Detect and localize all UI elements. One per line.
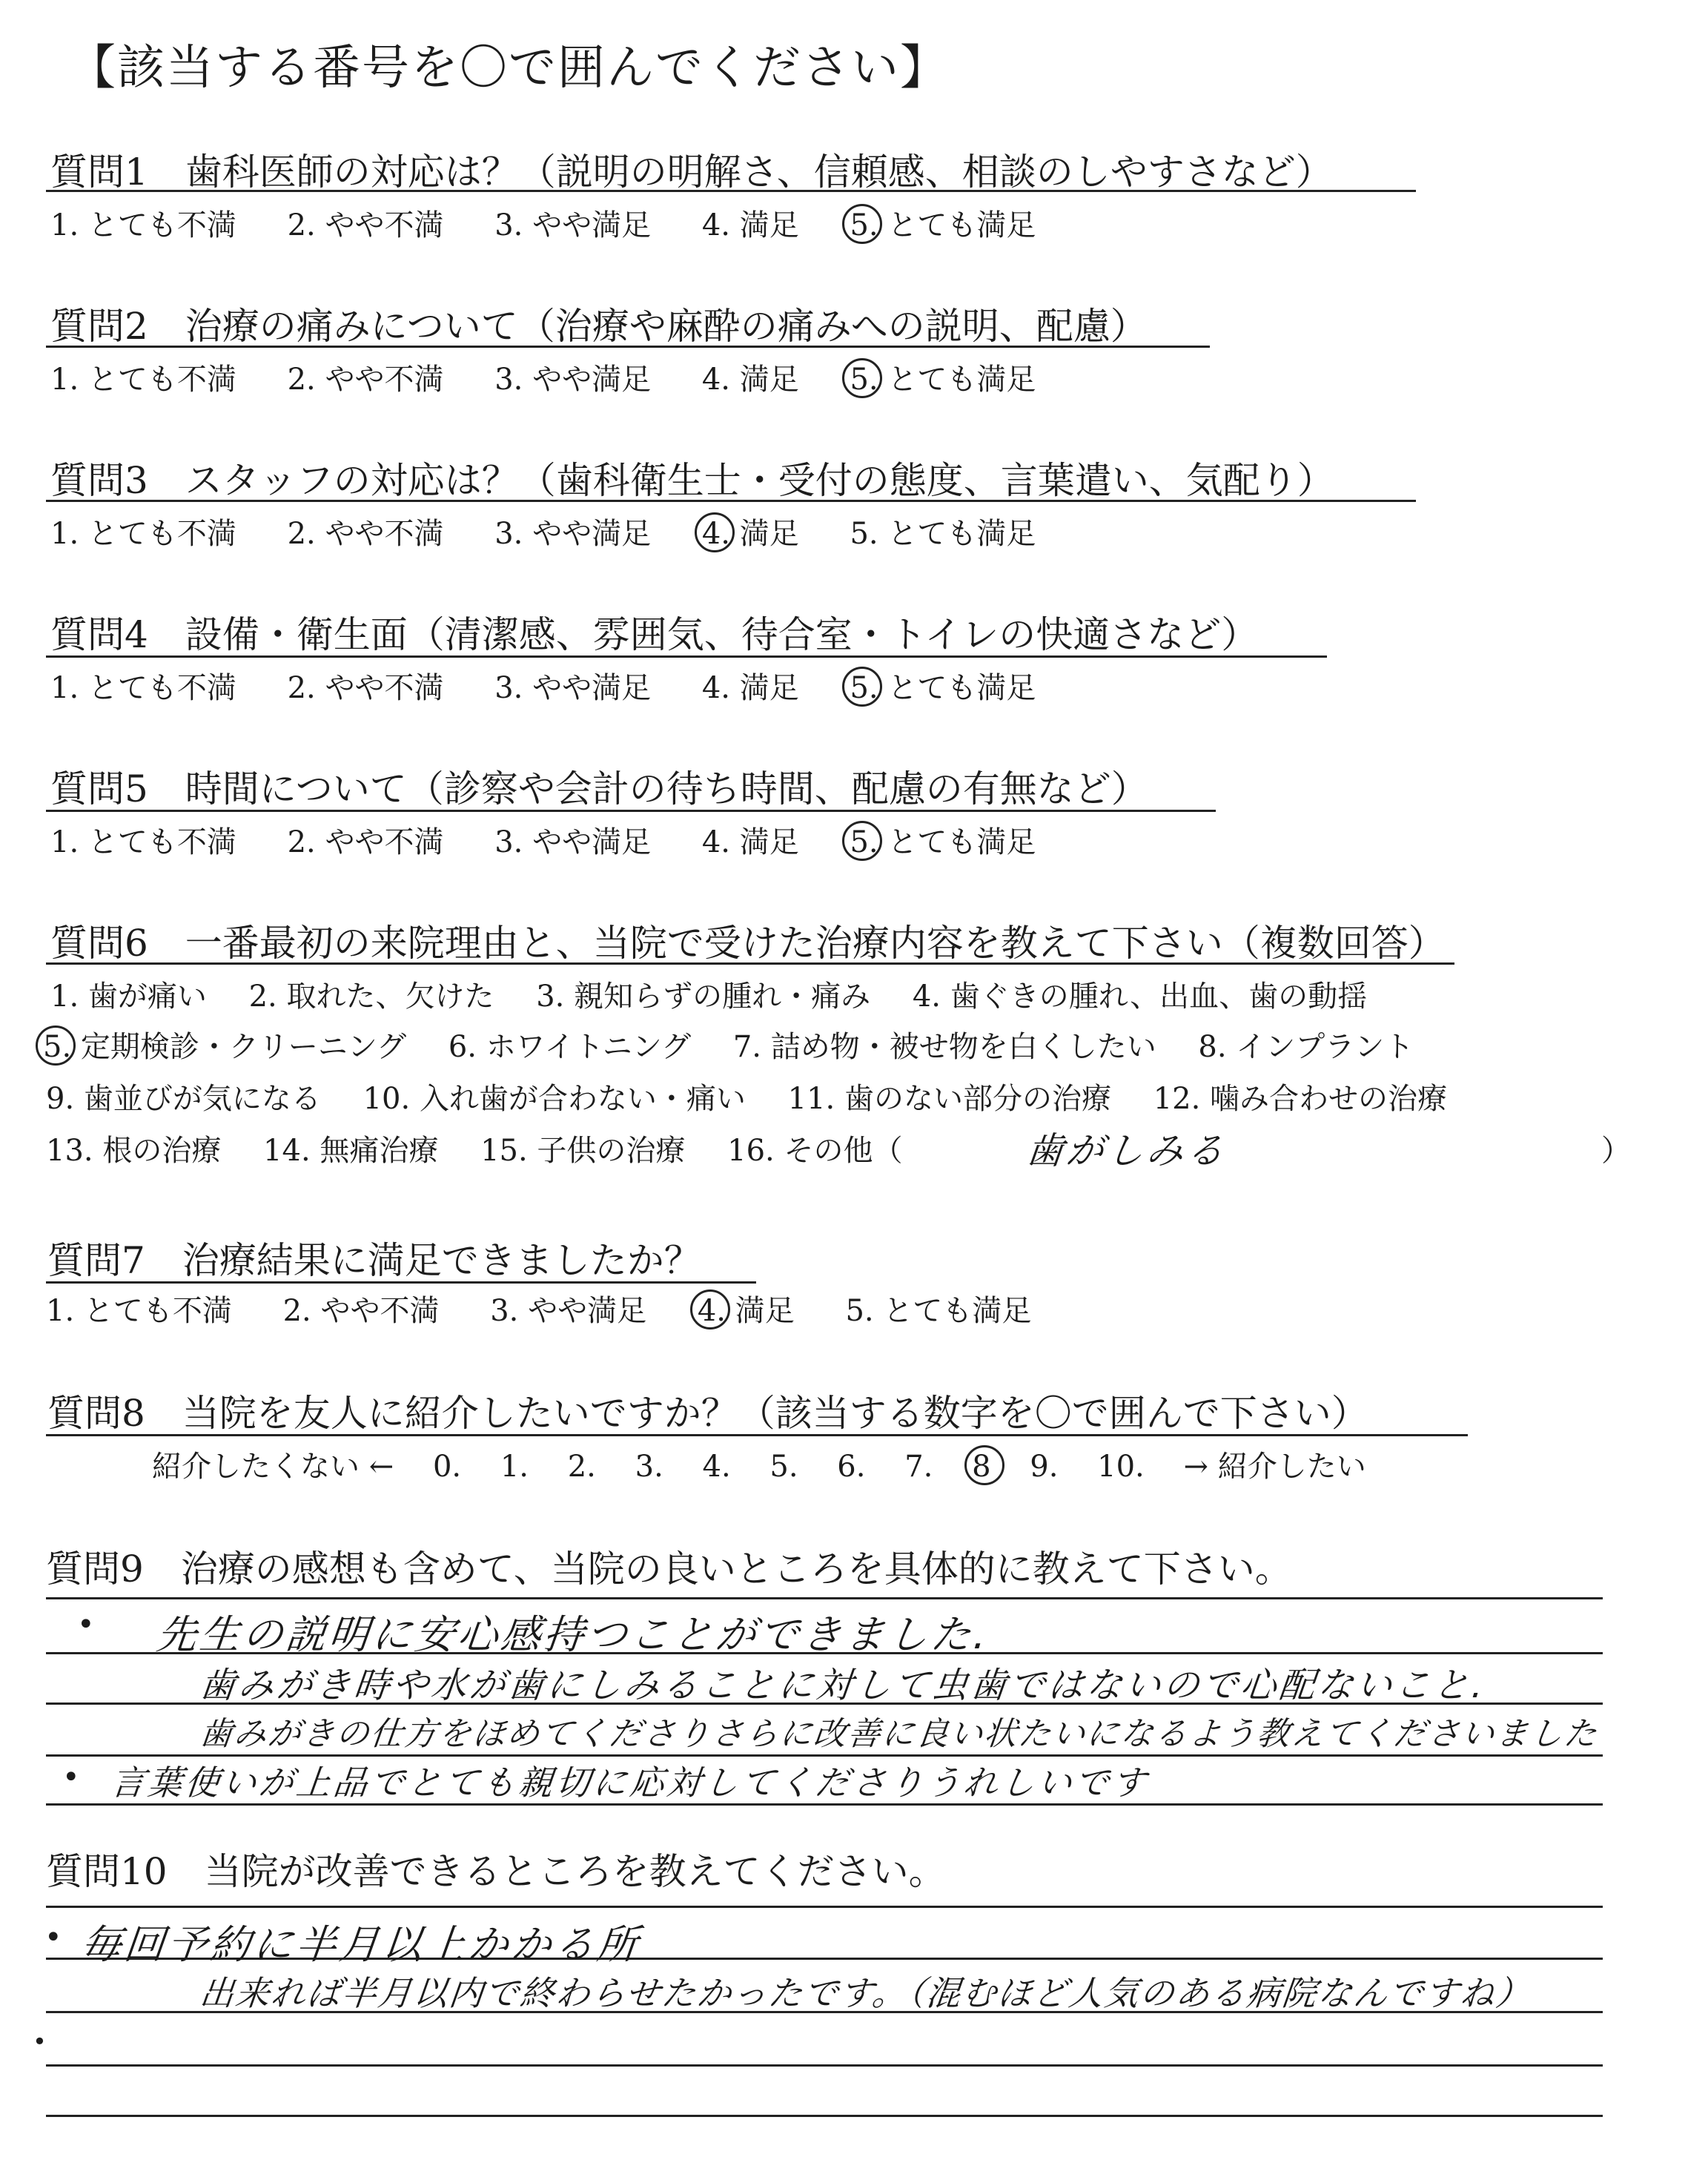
q7-option-4[interactable]: 4. 満足 <box>697 1294 795 1328</box>
q5-options <box>50 819 1077 861</box>
q8-option-10[interactable]: 10. <box>1097 1450 1145 1484</box>
q6-title: 質問6 一番最初の来院理由と、当院で受けた治療内容を教えて下さい（複数回答） <box>50 922 1446 965</box>
q8-scale-row <box>152 1443 1396 1485</box>
q6-option-15[interactable]: 15. 子供の治療 <box>480 1134 686 1168</box>
q6-option-10[interactable]: 10. 入れ歯が合わない・痛い <box>363 1082 746 1116</box>
q7-options <box>46 1287 1073 1330</box>
q5-option-3[interactable]: 3. やや満足 <box>494 825 652 859</box>
q9-answer-line-3[interactable]: 歯みがきの仕方をほめてくださりさらに改善に良い状たいになるよう教えてくださいました <box>197 1715 1601 1753</box>
q8-option-1[interactable]: 1. <box>500 1450 529 1484</box>
q6-option-14[interactable]: 14. 無痛治療 <box>263 1134 439 1168</box>
q6-option-11[interactable]: 11. 歯のない部分の治療 <box>787 1082 1111 1116</box>
q10-title: 質問10 当院が改善できるところを教えてください。 <box>46 1850 946 1893</box>
q2-option-2[interactable]: 2. やや不満 <box>287 363 444 397</box>
q6-other-text[interactable]: 歯がしみる <box>1024 1129 1229 1172</box>
q3-underline <box>46 500 1416 502</box>
q1-underline <box>46 190 1416 192</box>
q5-option-2[interactable]: 2. やや不満 <box>287 825 444 859</box>
q6-row-3 <box>46 1075 1480 1117</box>
q6-option-13[interactable]: 13. 根の治療 <box>46 1134 222 1168</box>
q8-option-9[interactable]: 9. <box>1030 1450 1059 1484</box>
q8-left-label: 紹介したくない ← <box>152 1450 394 1484</box>
q5-option-5[interactable]: 5. とても満足 <box>850 825 1036 859</box>
q6-option-1[interactable]: 1. 歯が痛い <box>50 980 207 1014</box>
q8-right-label: → 紹介したい <box>1183 1450 1366 1484</box>
q8-title: 質問8 当院を友人に紹介したいですか？（該当する数字を〇で囲んで下さい） <box>47 1392 1368 1435</box>
q4-option-4[interactable]: 4. 満足 <box>701 671 799 705</box>
q9-bullet-2: • <box>62 1760 80 1794</box>
q6-option-7[interactable]: 7. 詰め物・被せ物を白くしたい <box>732 1030 1156 1064</box>
q7-title: 質問7 治療結果に満足できましたか？ <box>47 1239 701 1282</box>
q8-option-6[interactable]: 6. <box>837 1450 866 1484</box>
q9-title: 質問9 治療の感想も含めて、当院の良いところを具体的に教えて下さい。 <box>46 1548 1292 1591</box>
q10-bullet-2: • <box>33 2027 47 2055</box>
q3-option-5[interactable]: 5. とても満足 <box>850 517 1036 551</box>
q2-underline <box>46 346 1210 348</box>
q5-title: 質問5 時間について（診察や会計の待ち時間、配慮の有無など） <box>50 767 1148 810</box>
q7-option-3[interactable]: 3. やや満足 <box>490 1294 647 1328</box>
q1-option-4[interactable]: 4. 満足 <box>701 208 799 242</box>
q1-option-2[interactable]: 2. やや不満 <box>287 208 444 242</box>
q2-options <box>50 356 1077 398</box>
q2-option-4[interactable]: 4. 満足 <box>701 363 799 397</box>
q9-answer-line-1[interactable]: 先生の説明に安心感持つことができました. <box>154 1611 993 1658</box>
q7-option-2[interactable]: 2. やや不満 <box>282 1294 440 1328</box>
q4-option-1[interactable]: 1. とても不満 <box>50 671 236 705</box>
q2-option-5[interactable]: 5. とても満足 <box>850 363 1036 397</box>
q4-options <box>50 664 1077 707</box>
q9-bullet-1: • <box>77 1608 95 1642</box>
q6-underline <box>46 962 1454 965</box>
q10-rule-4 <box>46 2064 1603 2067</box>
q6-option-12[interactable]: 12. 噛み合わせの治療 <box>1153 1082 1448 1116</box>
q9-answer-line-2[interactable]: 歯みがき時や水が歯にしみることに対して虫歯ではないので心配ないこと. <box>197 1665 1489 1706</box>
q8-option-3[interactable]: 3. <box>635 1450 663 1484</box>
q6-close-paren: ） <box>1601 1134 1631 1168</box>
q3-option-3[interactable]: 3. やや満足 <box>494 517 652 551</box>
q1-options <box>50 202 1077 244</box>
q4-underline <box>46 655 1327 658</box>
q7-option-1[interactable]: 1. とても不満 <box>46 1294 232 1328</box>
q7-option-5[interactable]: 5. とても満足 <box>845 1294 1032 1328</box>
q8-option-0[interactable]: 0. <box>432 1450 462 1484</box>
q5-underline <box>46 810 1216 812</box>
q6-row-2 <box>43 1023 1446 1066</box>
q2-option-1[interactable]: 1. とても不満 <box>50 363 236 397</box>
q1-option-5[interactable]: 5. とても満足 <box>850 208 1036 242</box>
q3-title: 質問3 スタッフの対応は？（歯科衛生士・受付の態度、言葉遣い、気配り） <box>50 459 1334 502</box>
q8-option-8[interactable]: 8 <box>972 1450 991 1484</box>
q6-option-2[interactable]: 2. 取れた、欠けた <box>248 980 494 1014</box>
q4-option-5[interactable]: 5. とても満足 <box>850 671 1036 705</box>
q1-title: 質問1 歯科医師の対応は？（説明の明解さ、信頼感、相談のしやすさなど） <box>50 151 1333 194</box>
q3-option-4[interactable]: 4. 満足 <box>701 517 799 551</box>
q1-option-3[interactable]: 3. やや満足 <box>494 208 652 242</box>
q6-option-9[interactable]: 9. 歯並びが気になる <box>46 1082 321 1116</box>
q3-option-1[interactable]: 1. とても不満 <box>50 517 236 551</box>
q6-option-4[interactable]: 4. 歯ぐきの腫れ、出血、歯の動揺 <box>912 980 1368 1014</box>
q9-rule-1 <box>46 1597 1603 1599</box>
q8-option-7[interactable]: 7. <box>904 1450 933 1484</box>
q4-option-3[interactable]: 3. やや満足 <box>494 671 652 705</box>
q4-option-2[interactable]: 2. やや不満 <box>287 671 444 705</box>
q10-bullet-1: • <box>44 1920 62 1955</box>
q8-option-5[interactable]: 5. <box>769 1450 798 1484</box>
q10-answer-line-2[interactable]: 出来れば半月以内で終わらせたかったです。（混むほど人気のある病院なんですね） <box>197 1973 1534 2013</box>
q5-option-1[interactable]: 1. とても不満 <box>50 825 236 859</box>
q8-underline <box>46 1434 1468 1436</box>
q8-option-2[interactable]: 2. <box>567 1450 596 1484</box>
q9-answer-line-4[interactable]: 言葉使いが上品でとても親切に応対してくださりうれしいです <box>108 1763 1151 1803</box>
page-title: 【該当する番号を〇で囲んでください】 <box>68 41 949 96</box>
q2-title: 質問2 治療の痛みについて（治療や麻酔の痛みへの説明、配慮） <box>50 305 1148 348</box>
q6-row-1 <box>50 973 1400 1015</box>
q6-option-16[interactable]: 16. その他（ <box>727 1134 903 1168</box>
q7-underline <box>46 1281 756 1284</box>
q10-rule-5 <box>46 2115 1603 2117</box>
q2-option-3[interactable]: 3. やや満足 <box>494 363 652 397</box>
q8-option-4[interactable]: 4. <box>702 1450 731 1484</box>
q6-option-6[interactable]: 6. ホワイトニング <box>448 1030 692 1064</box>
q4-title: 質問4 設備・衛生面（清潔感、雰囲気、待合室・トイレの快適さなど） <box>50 613 1259 656</box>
q3-option-2[interactable]: 2. やや不満 <box>287 517 444 551</box>
q1-option-1[interactable]: 1. とても不満 <box>50 208 236 242</box>
q6-option-5[interactable]: 5. 定期検診・クリーニング <box>43 1030 407 1064</box>
q10-rule-1 <box>46 1906 1603 1908</box>
q5-option-4[interactable]: 4. 満足 <box>701 825 799 859</box>
q3-options <box>50 510 1077 552</box>
q6-row-4 <box>46 1127 935 1169</box>
q10-answer-line-1[interactable]: 毎回予約に半月以上かかる所 <box>79 1921 643 1968</box>
q6-option-8[interactable]: 8. インプラント <box>1198 1030 1414 1064</box>
q6-option-3[interactable]: 3. 親知らずの腫れ・痛み <box>536 980 871 1014</box>
